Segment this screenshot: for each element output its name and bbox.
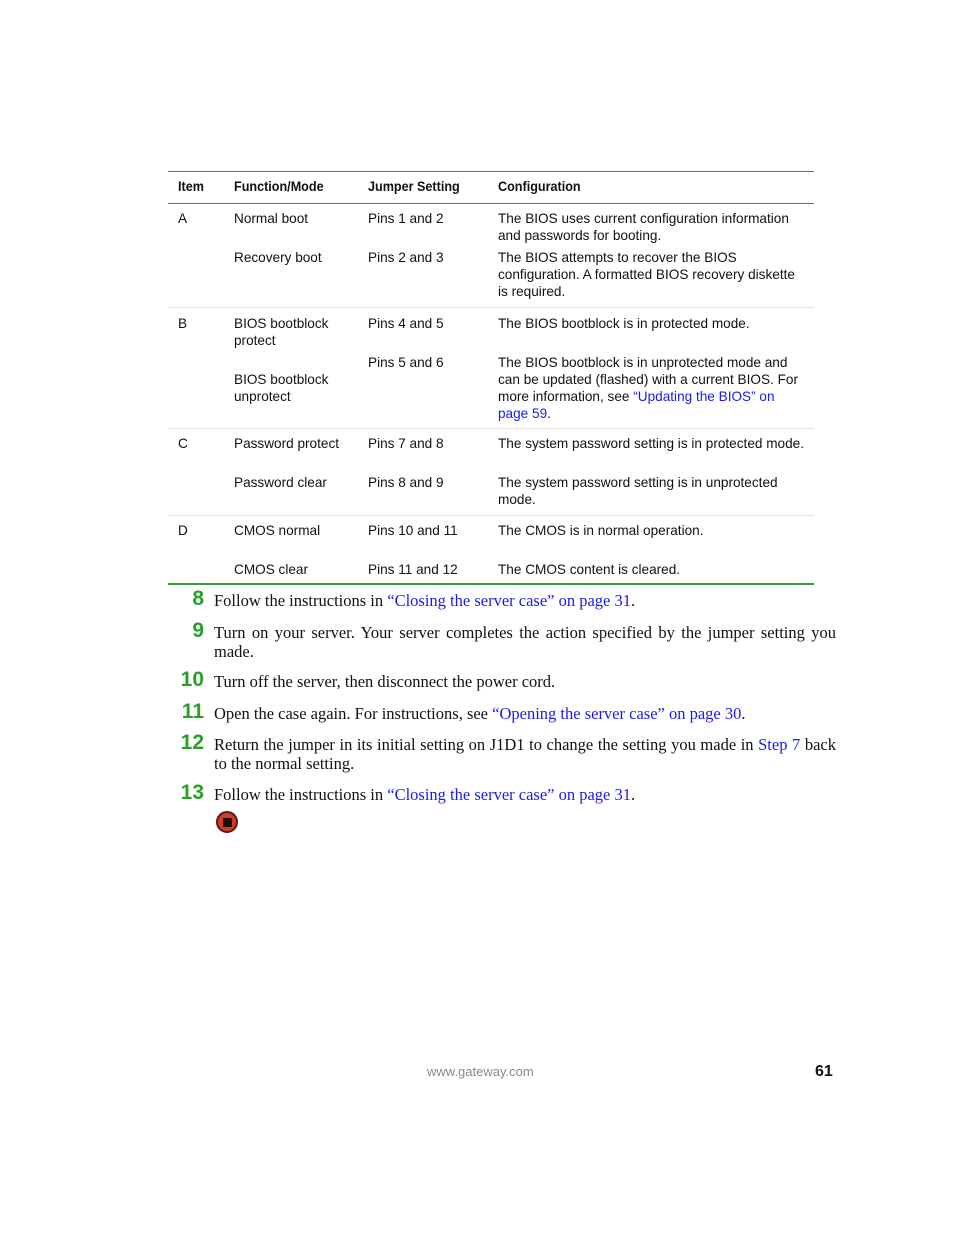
table-header — [168, 171, 814, 204]
page-number: 61 — [815, 1063, 833, 1080]
row-jumper: Pins 5 and 6 — [368, 355, 444, 370]
row-configuration: The BIOS uses current configuration information and passwords for booting. — [498, 211, 789, 243]
row-function: BIOS bootblock unprotect — [234, 372, 329, 404]
closing-case-link[interactable]: “Closing the server case” on page 31 — [387, 591, 631, 610]
step-text: Turn off the server, then disconnect the power cord. — [214, 672, 556, 691]
row-configuration: The BIOS attempts to recover the BIOS configuration. A formatted BIOS recovery diskette is required. — [498, 250, 795, 299]
step-text: Follow the instructions in “Closing the server case” on page 31. — [214, 591, 636, 610]
row-jumper: Pins 11 and 12 — [368, 562, 458, 577]
row-jumper: Pins 2 and 3 — [368, 250, 444, 265]
row-item: B — [178, 316, 188, 331]
closing-case-link[interactable]: “Closing the server case” on page 31 — [387, 785, 631, 804]
step-text: Open the case again. For instructions, see “Opening the server case” on page 30. — [214, 704, 746, 723]
row-function: Recovery boot — [234, 250, 322, 265]
stop-icon — [216, 811, 238, 833]
row-jumper: Pins 1 and 2 — [368, 211, 444, 226]
updating-bios-link[interactable]: “Updating the BIOS” on page 59 — [498, 389, 775, 421]
step-number: 13 — [180, 781, 204, 804]
row-function: BIOS bootblock protect — [234, 316, 329, 348]
row-configuration: The system password setting is in protected mode. — [498, 436, 804, 451]
row-configuration: The CMOS is in normal operation. — [498, 523, 704, 538]
step-text: Turn on your server. Your server completes the action specified by the jumper setting you made. — [214, 623, 836, 661]
step-number: 10 — [180, 668, 204, 691]
row-configuration: The system password setting is in unprotected mode. — [498, 475, 778, 507]
step-number: 12 — [180, 731, 204, 754]
row-item: D — [178, 523, 188, 538]
header-function: Function/Mode — [234, 178, 324, 194]
row-item: C — [178, 436, 188, 451]
row-configuration: The BIOS bootblock is in unprotected mode and can be updated (flashed) with a current BIOS. For more information, see “Updating the BIOS” on page 59. — [498, 355, 798, 421]
row-jumper: Pins 8 and 9 — [368, 475, 444, 490]
step-number: 8 — [192, 587, 204, 610]
header-item: Item — [178, 178, 204, 194]
table-row-a — [168, 204, 814, 308]
row-function: CMOS clear — [234, 562, 309, 577]
step-text: Follow the instructions in “Closing the server case” on page 31. — [214, 785, 636, 804]
row-function: Password clear — [234, 475, 327, 490]
row-jumper: Pins 10 and 11 — [368, 523, 458, 538]
row-configuration: The BIOS bootblock is in protected mode. — [498, 316, 750, 331]
table-row-b — [168, 308, 814, 429]
opening-case-link[interactable]: “Opening the server case” on page 30 — [492, 704, 742, 723]
step-number: 9 — [192, 619, 204, 642]
header-jumper: Jumper Setting — [368, 178, 460, 194]
step-text: Return the jumper in its initial setting on J1D1 to change the setting you made in Step 7 back to the normal setting. — [214, 735, 836, 773]
row-function: Normal boot — [234, 211, 309, 226]
row-function: Password protect — [234, 436, 340, 451]
step-7-link[interactable]: Step 7 — [758, 735, 801, 754]
row-jumper: Pins 4 and 5 — [368, 316, 444, 331]
row-function: CMOS normal — [234, 523, 321, 538]
row-configuration: The CMOS content is cleared. — [498, 562, 681, 577]
step-number: 11 — [181, 700, 204, 723]
table-row-c — [168, 429, 814, 516]
row-jumper: Pins 7 and 8 — [368, 436, 444, 451]
row-item: A — [178, 211, 188, 226]
header-configuration: Configuration — [498, 178, 581, 194]
footer-url: www.gateway.com — [427, 1064, 534, 1079]
jumper-settings-table — [168, 171, 814, 585]
table-row-d — [168, 516, 814, 585]
